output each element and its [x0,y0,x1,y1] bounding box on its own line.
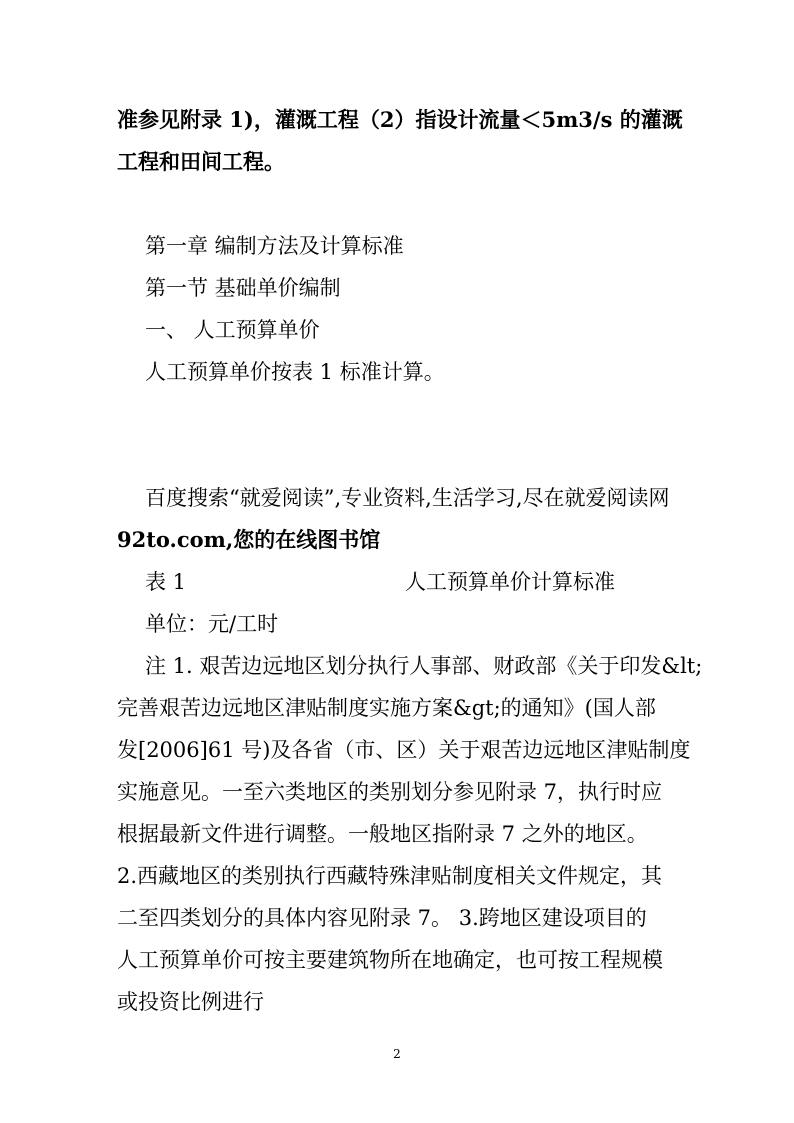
table-label: 表 1 [145,570,187,594]
table-title: 人工预算单价计算标准 [405,570,615,594]
note-line: 二至四类划分的具体内容见附录 7。 3.跨地区建设项目的 [117,906,647,930]
note-line: 实施意见。一至六类地区的类别划分参见附录 7，执行时应 [117,780,663,804]
note-line: 完善艰苦边远地区津贴制度实施方案&gt;的通知》(国人部 [117,696,656,720]
note-line: 人工预算单价可按主要建筑物所在地确定，也可按工程规模 [117,948,663,972]
body-text-line: 准参见附录 1)，灌溉工程（2）指设计流量＜5m3/s 的灌溉 [117,107,683,132]
unit-label: 单位：元/工时 [145,612,279,636]
note-line: 发[2006]61 号)及各省（市、区）关于艰苦边远地区津贴制度 [117,738,691,762]
item-description: 人工预算单价按表 1 标准计算。 [145,360,445,384]
section-heading: 第一节 基础单价编制 [145,276,341,300]
note-line: 2.西藏地区的类别执行西藏特殊津贴制度相关文件规定，其 [117,864,663,888]
chapter-heading: 第一章 编制方法及计算标准 [145,234,404,258]
note-line: 根据最新文件进行调整。一般地区指附录 7 之外的地区。 [117,822,648,846]
body-text-line: 工程和田间工程。 [117,149,285,174]
note-line: 注 1. 艰苦边远地区划分执行人事部、财政部《关于印发&lt; [145,654,703,678]
ad-text-line: 92to.com,您的在线图书馆 [117,527,381,552]
table-caption [145,566,615,596]
note-line: 或投资比例进行 [117,990,264,1014]
item-heading: 一、 人工预算单价 [145,318,320,342]
ad-text-line: 百度搜索“就爱阅读”,专业资料,生活学习,尽在就爱阅读网 [145,486,670,510]
page-number: 2 [393,1047,401,1061]
